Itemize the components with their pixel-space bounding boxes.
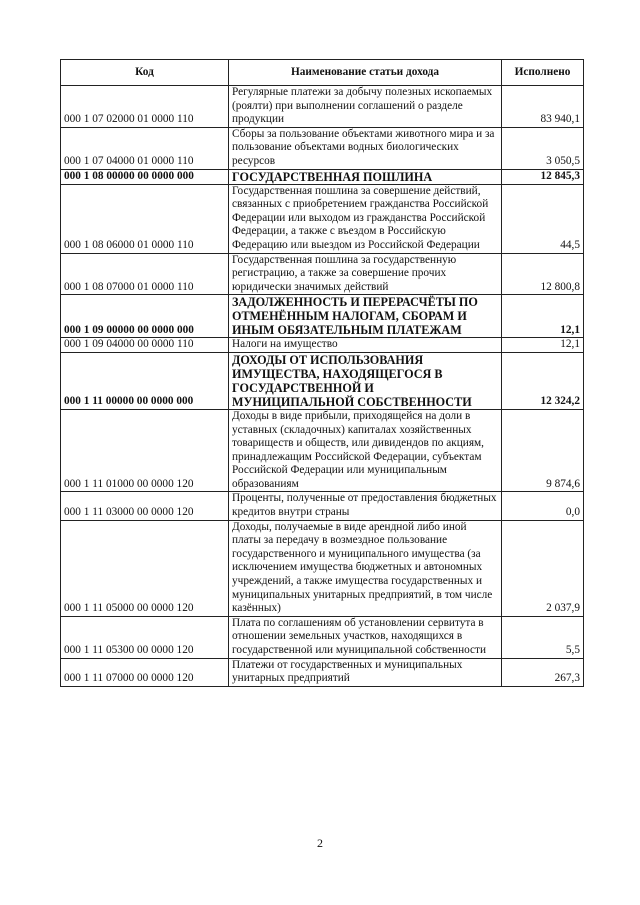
row-value: 5,5	[502, 616, 584, 658]
row-value: 12 800,8	[502, 253, 584, 295]
row-value: 83 940,1	[502, 86, 584, 128]
table-row	[61, 86, 584, 128]
row-value: 2 037,9	[502, 520, 584, 616]
row-name: Государственная пошлина за государственную регистрацию, а также за совершение прочих юридически значимых действий	[229, 253, 502, 295]
row-code: 000 1 11 07000 00 0000 120	[61, 658, 229, 686]
row-value: 12 324,2	[502, 352, 584, 409]
row-value: 44,5	[502, 184, 584, 253]
revenue-table	[60, 59, 584, 687]
row-value: 9 874,6	[502, 409, 584, 492]
header-name: Наименование статьи дохода	[229, 60, 502, 86]
row-code: 000 1 09 00000 00 0000 000	[61, 295, 229, 338]
table-row	[61, 658, 584, 686]
row-value: 12,1	[502, 338, 584, 353]
table-row	[61, 127, 584, 169]
table-row	[61, 616, 584, 658]
row-name: Доходы в виде прибыли, приходящейся на доли в уставных (складочных) капиталах хозяйственных товариществ и обществ, или дивидендов по акциям, принадлежащим Российской Федерации, субъектам Российской Федерации или муниципальным образованиям	[229, 409, 502, 492]
row-value: 267,3	[502, 658, 584, 686]
row-code: 000 1 11 01000 00 0000 120	[61, 409, 229, 492]
row-value: 3 050,5	[502, 127, 584, 169]
row-name: ГОСУДАРСТВЕННАЯ ПОШЛИНА	[229, 169, 502, 184]
row-name: Доходы, получаемые в виде арендной либо иной платы за передачу в возмездное пользование государственного и муниципального имущества (за исключением имущества бюджетных и автономных учреждений, а также имущества государственных и муниципальных унитарных предприятий, в том числе казённых)	[229, 520, 502, 616]
row-name: Проценты, полученные от предоставления бюджетных кредитов внутри страны	[229, 492, 502, 520]
row-code: 000 1 08 00000 00 0000 000	[61, 169, 229, 184]
table-row	[61, 409, 584, 492]
row-code: 000 1 09 04000 00 0000 110	[61, 338, 229, 353]
table-row	[61, 338, 584, 353]
row-code: 000 1 11 05000 00 0000 120	[61, 520, 229, 616]
header-value: Исполнено	[502, 60, 584, 86]
table-row	[61, 169, 584, 184]
row-name: Налоги на имущество	[229, 338, 502, 353]
table-row	[61, 520, 584, 616]
header-code: Код	[61, 60, 229, 86]
row-name: Государственная пошлина за совершение действий, связанных с приобретением гражданства Российской Федерации или выходом из гражданства Российской Федерации, а также с въездом в Российскую Федерацию или выездом из Российской Федерации	[229, 184, 502, 253]
row-code: 000 1 11 05300 00 0000 120	[61, 616, 229, 658]
row-name: Регулярные платежи за добычу полезных ископаемых (роялти) при выполнении соглашений о разделе продукции	[229, 86, 502, 128]
row-name: Платежи от государственных и муниципальных унитарных предприятий	[229, 658, 502, 686]
row-name: Плата по соглашениям об установлении сервитута в отношении земельных участков, находящихся в государственной или муниципальной собственности	[229, 616, 502, 658]
table-row	[61, 492, 584, 520]
table-row	[61, 184, 584, 253]
row-name: ЗАДОЛЖЕННОСТЬ И ПЕРЕРАСЧЁТЫ ПО ОТМЕНЁННЫМ НАЛОГАМ, СБОРАМ И ИНЫМ ОБЯЗАТЕЛЬНЫМ ПЛАТЕЖАМ	[229, 295, 502, 338]
page-number: 2	[317, 836, 323, 850]
row-code: 000 1 07 04000 01 0000 110	[61, 127, 229, 169]
row-code: 000 1 11 03000 00 0000 120	[61, 492, 229, 520]
row-code: 000 1 08 07000 01 0000 110	[61, 253, 229, 295]
table-row	[61, 295, 584, 338]
row-code: 000 1 07 02000 01 0000 110	[61, 86, 229, 128]
row-code: 000 1 11 00000 00 0000 000	[61, 352, 229, 409]
row-name: ДОХОДЫ ОТ ИСПОЛЬЗОВАНИЯ ИМУЩЕСТВА, НАХОДЯЩЕГОСЯ В ГОСУДАРСТВЕННОЙ И МУНИЦИПАЛЬНОЙ СОБСТВЕННОСТИ	[229, 352, 502, 409]
table-header-row	[61, 60, 584, 86]
row-code: 000 1 08 06000 01 0000 110	[61, 184, 229, 253]
table-row	[61, 253, 584, 295]
row-value: 12,1	[502, 295, 584, 338]
row-value: 12 845,3	[502, 169, 584, 184]
row-value: 0,0	[502, 492, 584, 520]
row-name: Сборы за пользование объектами животного мира и за пользование объектами водных биологических ресурсов	[229, 127, 502, 169]
table-row	[61, 352, 584, 409]
